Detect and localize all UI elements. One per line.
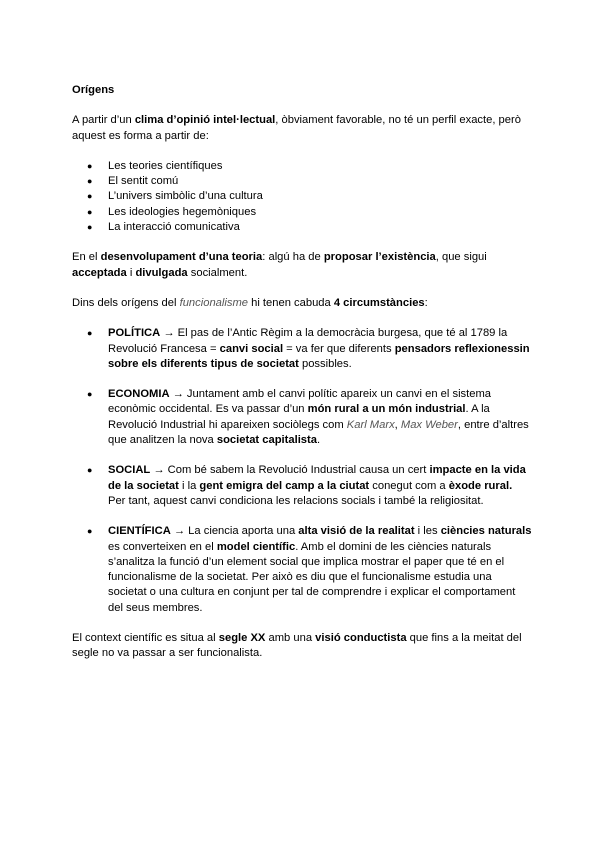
list-item: ● El sentit comú <box>72 174 532 189</box>
section-heading: Orígens <box>72 84 115 96</box>
circumstance-social: ● SOCIAL → Com bé sabem la Revolució Industrial causa un cert impacte en la vida de la societat i la gent emigra del camp a la ciutat conegut com a èxode rural. Per tant, aquest canvi condiciona les relacions socials i també la religiositat. <box>87 464 526 507</box>
theory-paragraph: En el desenvolupament d’una teoria: algú ha de proposar l’existència, que sigui acceptada i divulgada socialment. <box>72 251 487 279</box>
list-item: ● L’univers simbòlic d’una cultura <box>72 189 532 204</box>
intro-paragraph <box>72 113 532 144</box>
circumstance-economia: ● ECONOMIA → Juntament amb el canvi polític apareix un canvi en el sistema econòmic occidental. Es va passar d’un món rural a un món industrial. A la Revolució Industrial hi apareixen sociòlegs com Karl Marx, Max Weber, entre d’altres que analitzen la nova societat capitalista. <box>87 388 529 447</box>
bold-text: clima d’opinió intel·lectual <box>134 114 276 127</box>
circumstance-cientifica: ● CIENTÍFICA → La ciencia aporta una alta visió de la realitat i les ciències naturals es converteixen en el model científic. Amb el domini de les ciències naturals s’analitza la funció d’un element social que implica mostrar el paper que té en el funcionalisme de la societat. Per això es diu que el funcionalisme estudia una societat o una cultura en conjunt per tal de comprendre i explicar el comportament del seus membres. <box>87 525 532 614</box>
bullet-icon: ● <box>87 222 93 233</box>
bullet-icon: ● <box>87 206 93 217</box>
list-item: ● Les teories científiques <box>72 159 532 174</box>
list-item: ● Les ideologies hegemòniques <box>72 205 532 220</box>
circumstance-politica: ● POLÍTICA → El pas de l’Antic Règim a la democràcia burgesa, que té al 1789 la Revolució Francesa = canvi social = va fer que diferents pensadors reflexionessin sobre els diferents tipus de societat possibles. <box>87 327 530 370</box>
text: , òbviament favorable, no té un perfil exacte, però aquest es forma a partir de: <box>72 114 521 142</box>
bullet-icon: ● <box>87 328 93 339</box>
list-item: ● La interacció comunicativa <box>72 220 532 235</box>
bullet-icon: ● <box>87 191 93 202</box>
bullet-icon: ● <box>87 465 93 476</box>
bullet-icon: ● <box>87 526 93 537</box>
bullet-icon: ● <box>87 389 93 400</box>
document-body <box>72 83 532 662</box>
context-paragraph: El context científic es situa al segle XX amb una visió conductista que fins a la meitat del segle no va passar a ser funcionalista. <box>72 632 522 660</box>
bullet-icon: ● <box>87 160 93 171</box>
origins-list <box>72 159 532 235</box>
bullet-icon: ● <box>87 176 93 187</box>
functionalism-paragraph: Dins dels orígens del funcionalisme hi tenen cabuda 4 circumstàncies: <box>72 296 428 309</box>
text: A partir d’un <box>72 114 135 127</box>
